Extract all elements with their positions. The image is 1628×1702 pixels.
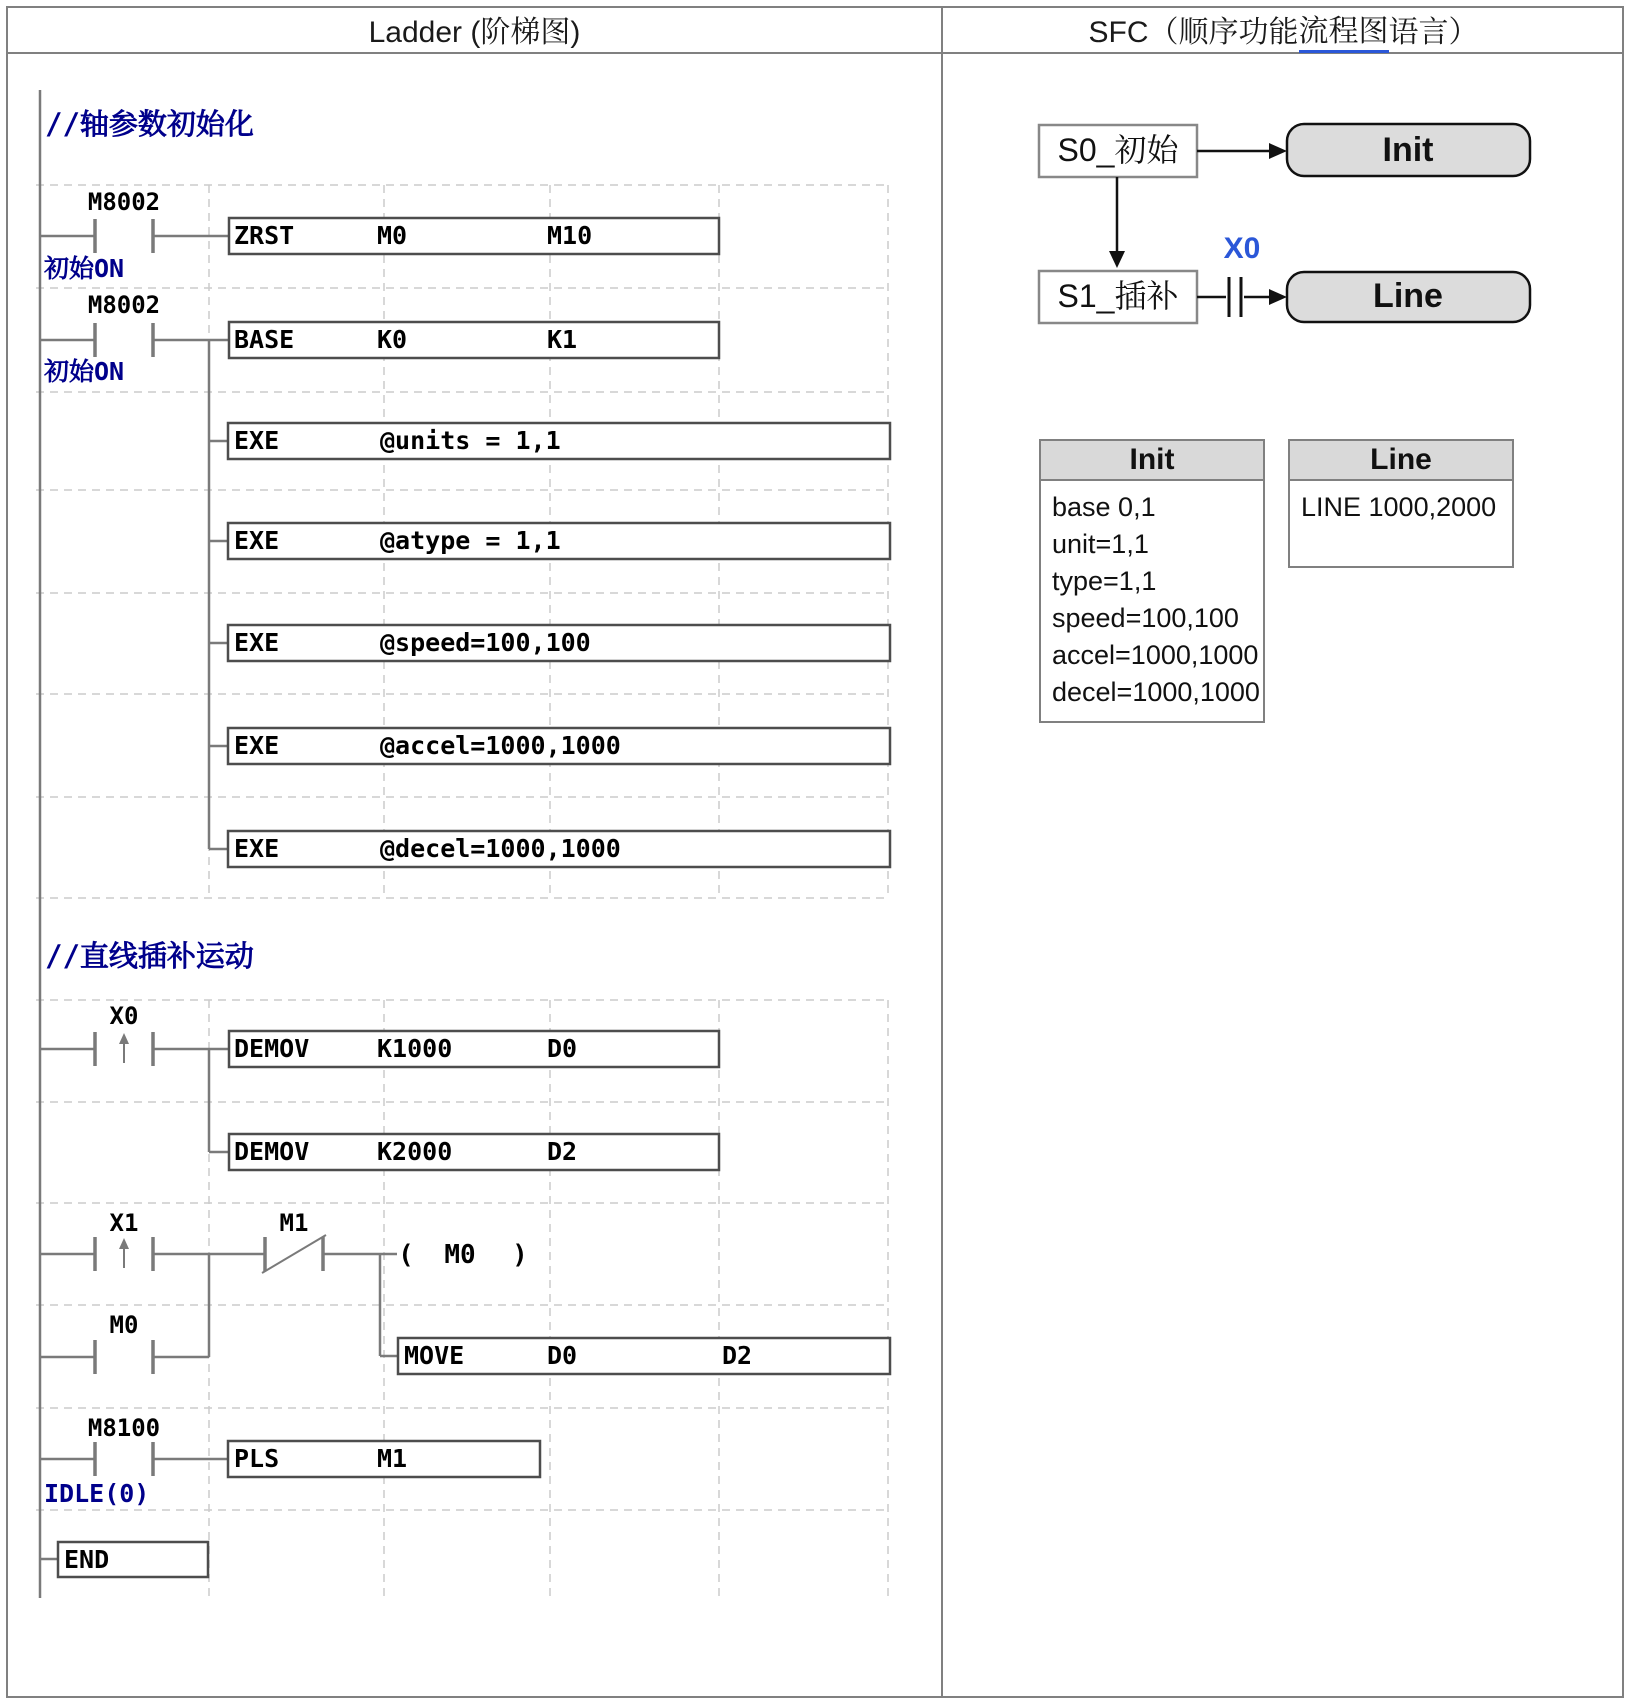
exe5-op1: @decel=1000,1000 [380, 834, 621, 863]
nc-slash [262, 1235, 326, 1273]
exe1-op1: @units = 1,1 [380, 426, 561, 455]
label-x1: X1 [109, 1209, 139, 1237]
sfc-flow [1039, 124, 1530, 323]
sfc-title-link[interactable]: 流程图 [1299, 6, 1389, 53]
move-instr: MOVE [404, 1341, 465, 1370]
box-move [398, 1338, 890, 1374]
sub-init-on-1: 初始ON [44, 254, 125, 283]
comment-linear-motion: //直线插补运动 [45, 939, 254, 973]
exe2-instr: EXE [234, 526, 280, 555]
init-action-table [1039, 439, 1265, 723]
init-row: unit=1,1 [1052, 529, 1149, 559]
demov1-instr: DEMOV [234, 1034, 310, 1063]
init-row: decel=1000,1000 [1052, 677, 1260, 707]
sub-idle: IDLE(0) [44, 1479, 150, 1508]
contact-m8100 [95, 1442, 153, 1476]
sfc-title-prefix: SFC（顺序功能 [1088, 16, 1299, 49]
demov2-op1: K2000 [377, 1137, 453, 1166]
exe4-instr: EXE [234, 731, 280, 760]
exe4-op1: @accel=1000,1000 [380, 731, 621, 760]
init-row: speed=100,100 [1052, 603, 1239, 633]
exe3-instr: EXE [234, 628, 280, 657]
zrst-op1: M0 [377, 221, 408, 250]
demov2-op2: D2 [547, 1137, 578, 1166]
contact-m0 [95, 1340, 153, 1374]
exe3-op1: @speed=100,100 [380, 628, 591, 657]
sfc-step-s0-label: S0_初始 [1057, 132, 1179, 168]
line-table-body [1290, 481, 1512, 532]
demov1-op2: D0 [547, 1034, 578, 1063]
zrst-instr: ZRST [234, 221, 295, 250]
ladder-grid [36, 185, 890, 1598]
sfc-transition-x0: X0 [1223, 232, 1261, 265]
coil-open: ( [398, 1240, 414, 1270]
comment-axis-init: //轴参数初始化 [45, 107, 254, 141]
label-m1: M1 [279, 1209, 309, 1237]
line-row: LINE 1000,2000 [1301, 492, 1497, 522]
label-m8002-1: M8002 [87, 188, 161, 216]
sub-init-on-2: 初始ON [44, 357, 125, 386]
init-row: accel=1000,1000 [1052, 640, 1259, 670]
demov1-op1: K1000 [377, 1034, 453, 1063]
sfc-step-s1-label: S1_插补 [1057, 278, 1179, 314]
base-instr: BASE [234, 325, 295, 354]
init-row: type=1,1 [1052, 566, 1157, 596]
demov2-instr: DEMOV [234, 1137, 310, 1166]
line-table-header: Line [1290, 441, 1512, 481]
sfc-action-init-label: Init [1382, 131, 1434, 169]
base-op1: K0 [377, 325, 408, 354]
end-instr: END [64, 1545, 110, 1574]
exe2-op1: @atype = 1,1 [380, 526, 561, 555]
pls-op1: M1 [377, 1444, 408, 1473]
line-action-table [1288, 439, 1514, 568]
sfc-action-line-label: Line [1373, 277, 1443, 315]
contact-m8002-1 [95, 219, 153, 253]
contact-m8002-2 [95, 323, 153, 357]
base-op2: K1 [547, 325, 578, 354]
box-base [229, 322, 719, 358]
init-table-body [1041, 481, 1263, 717]
label-m8100: M8100 [87, 1414, 161, 1442]
init-row: base 0,1 [1052, 492, 1156, 522]
exe1-instr: EXE [234, 426, 280, 455]
label-m0: M0 [109, 1311, 139, 1339]
ladder-title-text: Ladder (阶梯图) [368, 16, 581, 49]
init-table-header: Init [1041, 441, 1263, 481]
move-op2: D2 [722, 1341, 753, 1370]
sfc-title-suffix: 语言） [1388, 16, 1479, 49]
label-x0: X0 [109, 1002, 139, 1030]
coil-close: ) [512, 1240, 528, 1270]
box-zrst [229, 218, 719, 254]
sfc-transition-contact [1229, 277, 1241, 317]
pls-instr: PLS [234, 1444, 280, 1473]
move-op1: D0 [547, 1341, 578, 1370]
zrst-op2: M10 [547, 221, 593, 250]
exe5-instr: EXE [234, 834, 280, 863]
coil-operand: M0 [444, 1240, 476, 1270]
label-m8002-2: M8002 [87, 291, 161, 319]
